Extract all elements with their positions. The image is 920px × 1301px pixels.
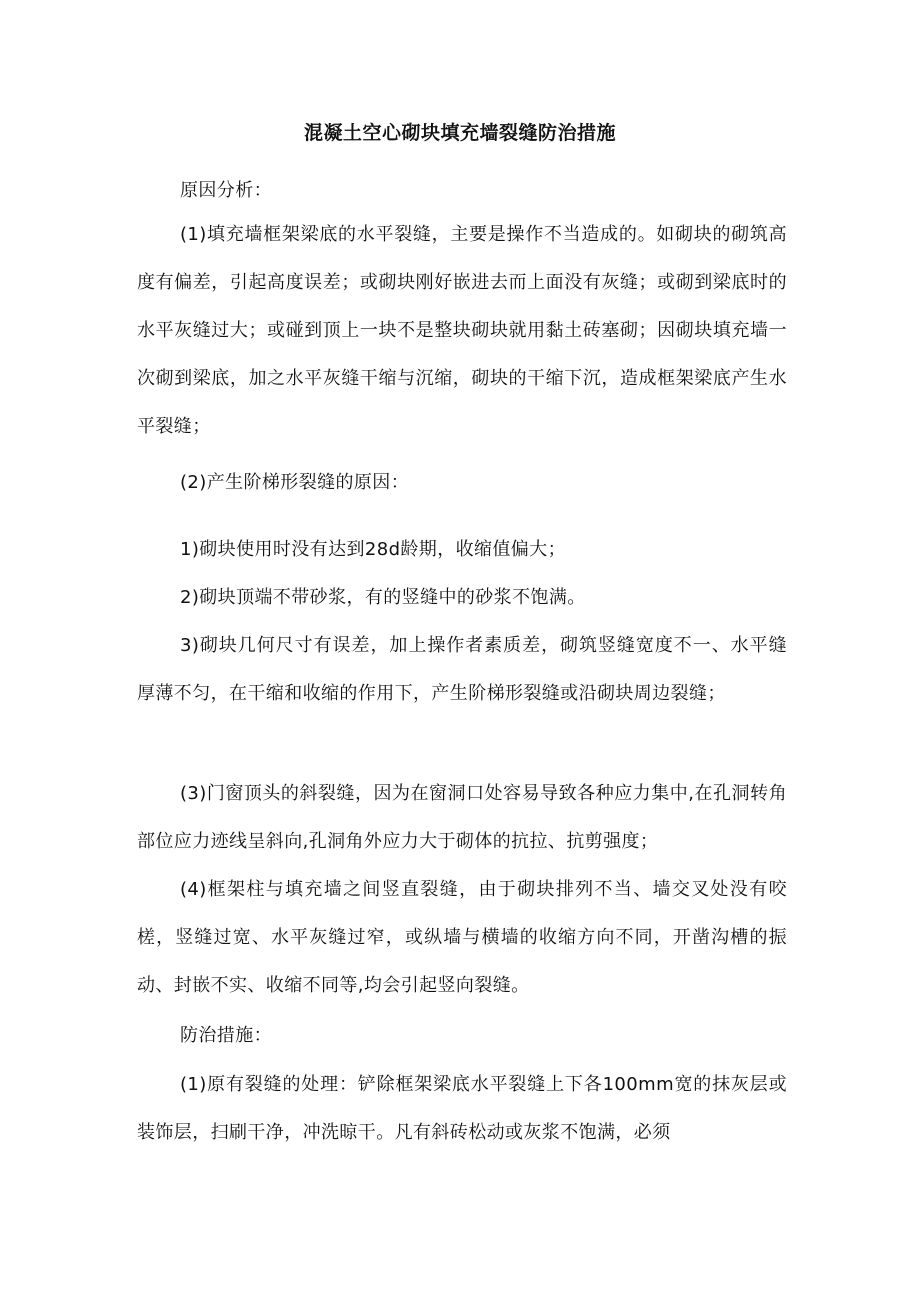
cause-2-item-1: 1)砌块使用时没有达到28d龄期，收缩值偏大；	[180, 539, 567, 560]
cause-paragraph-2-heading: (2)产生阶梯形裂缝的原因：	[180, 472, 410, 493]
cause-2-item-2: 2)砌块顶端不带砂浆，有的竖缝中的砂浆不饱满。	[180, 587, 586, 608]
cause-paragraph-4: (4)框架柱与填充墙之间竖直裂缝，由于砌块排列不当、墙交叉处没有咬槎，竖缝过宽、水平灰缝过窄，或纵墙与横墙的收缩方向不同，开凿沟槽的振动、封嵌不实、收缩不同等,均会引起竖向裂缝。	[137, 879, 787, 996]
cause-2-item-3: 3)砌块几何尺寸有误差，加上操作者素质差，砌筑竖缝宽度不一、水平缝厚薄不匀，在干缩和收缩的作用下，产生阶梯形裂缝或沿砌块周边裂缝；	[137, 635, 787, 704]
prevention-heading: 防治措施：	[180, 1025, 272, 1046]
cause-analysis-heading: 原因分析：	[180, 180, 272, 201]
document-title: 混凝土空心砌块填充墙裂缝防治措施	[303, 122, 616, 144]
cause-paragraph-3: (3)门窗顶头的斜裂缝，因为在窗洞口处容易导致各种应力集中,在孔洞转角部位应力迹线呈斜向,孔洞角外应力大于砌体的抗拉、抗剪强度；	[137, 783, 787, 852]
cause-paragraph-1: (1)填充墙框架梁底的水平裂缝，主要是操作不当造成的。如砌块的砌筑高度有偏差，引起高度误差；或砌块刚好嵌进去而上面没有灰缝；或砌到梁底时的水平灰缝过大；或碰到顶上一块不是整块砌块就用黏土砖塞砌；因砌块填充墙一次砌到梁底，加之水平灰缝干缩与沉缩，砌块的干缩下沉，造成框架梁底产生水平裂缝；	[137, 224, 787, 437]
prevention-paragraph-1: (1)原有裂缝的处理：铲除框架梁底水平裂缝上下各100mm宽的抹灰层或装饰层，扫刷干净，冲洗晾干。凡有斜砖松动或灰浆不饱满，必须	[137, 1074, 787, 1143]
